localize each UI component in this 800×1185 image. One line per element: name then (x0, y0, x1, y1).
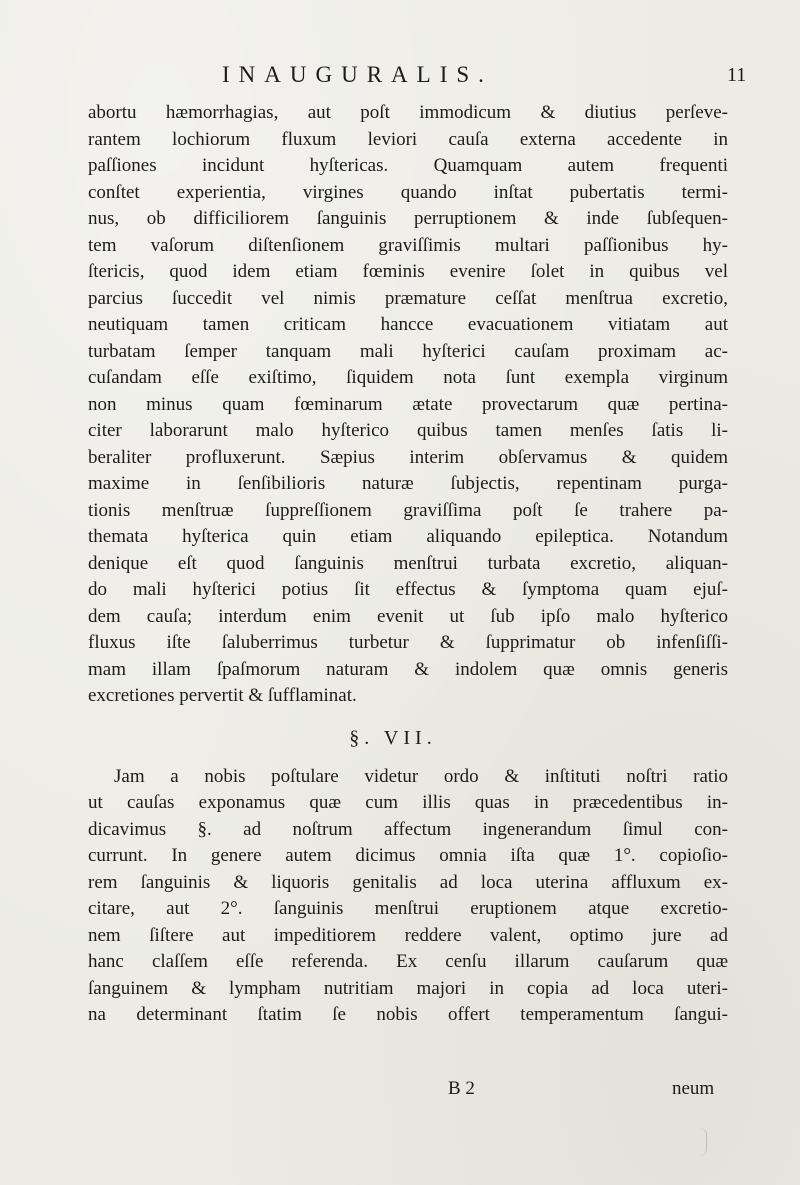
text-line: abortu hæmorrhagias, aut poſt immodicum & diutius perſeve- (88, 102, 728, 123)
text-line: non minus quam fœminarum ætate provectarum quæ pertina- (88, 393, 728, 415)
page-number: 11 (727, 64, 747, 86)
paragraph-1 (88, 100, 728, 710)
text-line: dem cauſa; interdum enim evenit ut ſub ipſo malo hyſterico (88, 605, 728, 627)
text-line: hanc claſſem eſſe referenda. Ex cenſu illarum cauſarum quæ (88, 951, 728, 972)
running-head (0, 62, 800, 92)
text-line: currunt. In genere autem dicimus omnia iſta quæ 1°. copioſio- (88, 845, 728, 866)
text-line: na determinant ſtatim ſe nobis offert temperamentum ſangui- (88, 1004, 728, 1025)
text-line: maxime in ſenſibilioris naturæ ſubjectis, repentinam purga- (88, 473, 728, 494)
text-line: beraliter profluxerunt. Sæpius interim obſervamus & quidem (88, 446, 728, 468)
paper-blemish (700, 1128, 707, 1156)
text-line: excretiones pervertit & ſufflaminat. (88, 685, 357, 706)
text-line: turbatam ſemper tanquam mali hyſterici cauſam proximam ac- (88, 340, 728, 362)
text-line: paſſiones incidunt hyſtericas. Quamquam autem frequenti (88, 155, 728, 176)
text-line: tem vaſorum diſtenſionem graviſſimis multari paſſionibus hy- (88, 234, 728, 256)
paragraph-2 (88, 764, 728, 1029)
text-line: neutiquam tamen criticam hancce evacuationem vitiatam aut (88, 314, 728, 335)
text-line: citer laborarunt malo hyſterico quibus tamen menſes ſatis li- (88, 420, 728, 441)
text-line: rem ſanguinis & liquoris genitalis ad loca uterina affluxum ex- (88, 871, 728, 893)
text-line: fluxus iſte ſaluberrimus turbetur & ſupprimatur ob infenſiſſi- (88, 632, 728, 653)
text-line: parcius ſuccedit vel nimis præmature ceſſat menſtrua excretio, (88, 287, 728, 309)
signature-mark: B 2 (448, 1078, 475, 1099)
body-text (88, 100, 728, 1029)
text-line: dicavimus §. ad noſtrum affectum ingenerandum ſimul con- (88, 818, 728, 840)
running-title: INAUGURALIS. (222, 62, 493, 87)
catchword: neum (672, 1078, 715, 1099)
text-line: rantem lochiorum fluxum leviori cauſa externa accedente in (88, 128, 728, 150)
text-line: ut cauſas exponamus quæ cum illis quas in præcedentibus in- (88, 792, 728, 813)
page-footer (0, 1078, 800, 1106)
text-line: mam illam ſpaſmorum naturam & indolem quæ omnis generis (88, 658, 728, 680)
text-line: themata hyſterica quin etiam aliquando epileptica. Notandum (88, 526, 728, 547)
section-heading: §. VII. (349, 726, 437, 749)
text-line: conſtet experientia, virgines quando inſtat pubertatis termi- (88, 181, 728, 203)
text-line: cuſandam eſſe exiſtimo, ſiquidem nota ſunt exempla virginum (88, 367, 728, 388)
text-line: denique eſt quod ſanguinis menſtrui turbata excretio, aliquan- (88, 552, 728, 574)
text-line: do mali hyſterici potius ſit effectus & ſymptoma quam ejuſ- (88, 579, 728, 600)
text-line: nem ſiſtere aut impeditiorem reddere valent, optimo jure ad (88, 924, 728, 946)
text-line: citare, aut 2°. ſanguinis menſtrui eruptionem atque excretio- (88, 898, 728, 919)
text-line: ſanguinem & lympham nutritiam majori in copia ad loca uteri- (88, 977, 728, 999)
text-line: ſtericis, quod idem etiam fœminis evenire ſolet in quibus vel (88, 261, 728, 282)
text-line: Jam a nobis poſtulare videtur ordo & inſtituti noſtri ratio (114, 765, 728, 787)
text-line: tionis menſtruæ ſuppreſſionem graviſſima poſt ſe trahere pa- (88, 499, 728, 521)
text-line: nus, ob difficiliorem ſanguinis perruptionem & inde ſubſequen- (88, 208, 728, 229)
